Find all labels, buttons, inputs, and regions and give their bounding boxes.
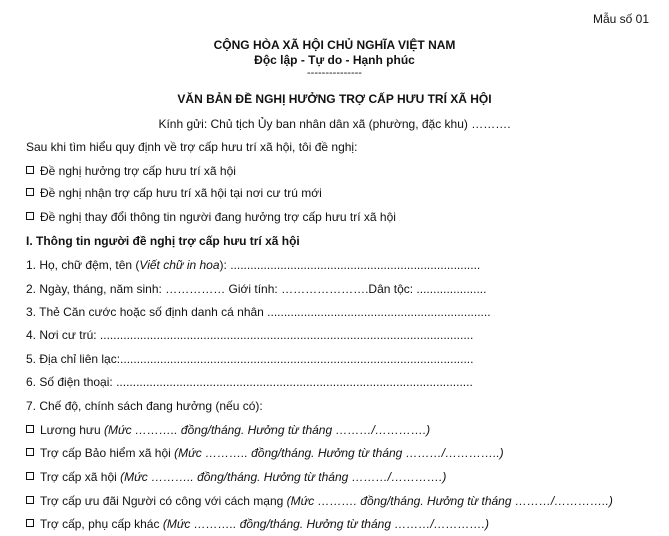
field-blank: ): ........................................................................... [219, 258, 481, 272]
benefit-option-revolutionary-merit[interactable] [26, 494, 613, 508]
benefit-detail: (Mức ………. đồng/tháng. Hưởng từ tháng ………/…………..) [286, 494, 613, 508]
benefit-option-other[interactable] [26, 517, 489, 531]
request-option-1[interactable] [26, 164, 236, 178]
benefit-label: Trợ cấp, phụ cấp khác [40, 517, 160, 531]
document-title: VĂN BẢN ĐỀ NGHỊ HƯỞNG TRỢ CẤP HƯU TRÍ XÃ HỘI [177, 92, 492, 106]
request-label: Đề nghị hưởng trợ cấp hưu trí xã hội [40, 164, 236, 178]
checkbox[interactable] [26, 496, 34, 504]
benefit-label: Trợ cấp ưu đãi Người có công với cách mạng [40, 494, 284, 508]
benefit-detail: (Mức ……….. đồng/tháng. Hưởng từ tháng ………/………….) [120, 470, 447, 484]
field-label: 1. Họ, chữ đệm, tên ( [26, 258, 140, 272]
checkbox[interactable] [26, 212, 34, 220]
country-header: CỘNG HÒA XÃ HỘI CHỦ NGHĨA VIỆT NAM [213, 38, 456, 52]
checkbox[interactable] [26, 472, 34, 480]
request-label: Đề nghị thay đổi thông tin người đang hưởng trợ cấp hưu trí xã hội [40, 210, 396, 224]
benefit-detail: (Mức ……….. đồng/tháng. Hưởng từ tháng ………/…………..) [174, 446, 504, 460]
section-1-heading: I. Thông tin người đề nghị trợ cấp hưu trí xã hội [26, 234, 300, 248]
benefit-option-pension[interactable] [26, 423, 430, 437]
field-hint: Viết chữ in hoa [139, 258, 220, 272]
field-birth-gender-ethnicity[interactable]: 2. Ngày, tháng, năm sinh: …………… Giới tính: ………………….Dân tộc: ..................... [26, 282, 487, 296]
request-option-3[interactable] [26, 210, 396, 224]
field-full-name[interactable] [26, 258, 480, 272]
benefit-detail: (Mức ……….. đồng/tháng. Hưởng từ tháng ………/………….) [103, 423, 431, 437]
benefit-option-social-allowance[interactable] [26, 470, 446, 484]
checkbox[interactable] [26, 425, 34, 433]
request-option-2[interactable] [26, 186, 322, 200]
benefit-label: Trợ cấp xã hội [40, 470, 117, 484]
form-number: Mẫu số 01 [592, 12, 649, 26]
field-current-benefits: 7. Chế độ, chính sách đang hưởng (nếu có): [26, 399, 263, 413]
field-phone[interactable]: 6. Số điện thoại: ........................................................................................................... [26, 375, 473, 389]
benefit-detail: (Mức ……….. đồng/tháng. Hưởng từ tháng ………/………….) [162, 517, 489, 531]
benefit-label: Trợ cấp Bảo hiểm xã hội [40, 446, 171, 460]
benefit-option-social-insurance[interactable] [26, 446, 504, 460]
field-residence[interactable]: 4. Nơi cư trú: ................................................................................................................ [26, 328, 474, 342]
motto: Độc lập - Tự do - Hạnh phúc [254, 53, 415, 67]
checkbox[interactable] [26, 188, 34, 196]
field-id-card[interactable]: 3. Thẻ Căn cước hoặc số định danh cá nhân ................................................................... [26, 305, 491, 319]
checkbox[interactable] [26, 166, 34, 174]
recipient-line: Kính gửi: Chủ tịch Ủy ban nhân dân xã (phường, đặc khu) ………. [158, 117, 511, 131]
field-contact-address[interactable]: 5. Địa chỉ liên lạc:.......................................................................................................... [26, 352, 474, 366]
checkbox[interactable] [26, 519, 34, 527]
request-label: Đề nghị nhận trợ cấp hưu trí xã hội tại nơi cư trú mới [40, 186, 322, 200]
checkbox[interactable] [26, 448, 34, 456]
benefit-label: Lương hưu [40, 423, 101, 437]
intro-text: Sau khi tìm hiểu quy định về trợ cấp hưu trí xã hội, tôi đề nghị: [26, 140, 358, 154]
header-separator: --------------- [307, 67, 362, 79]
